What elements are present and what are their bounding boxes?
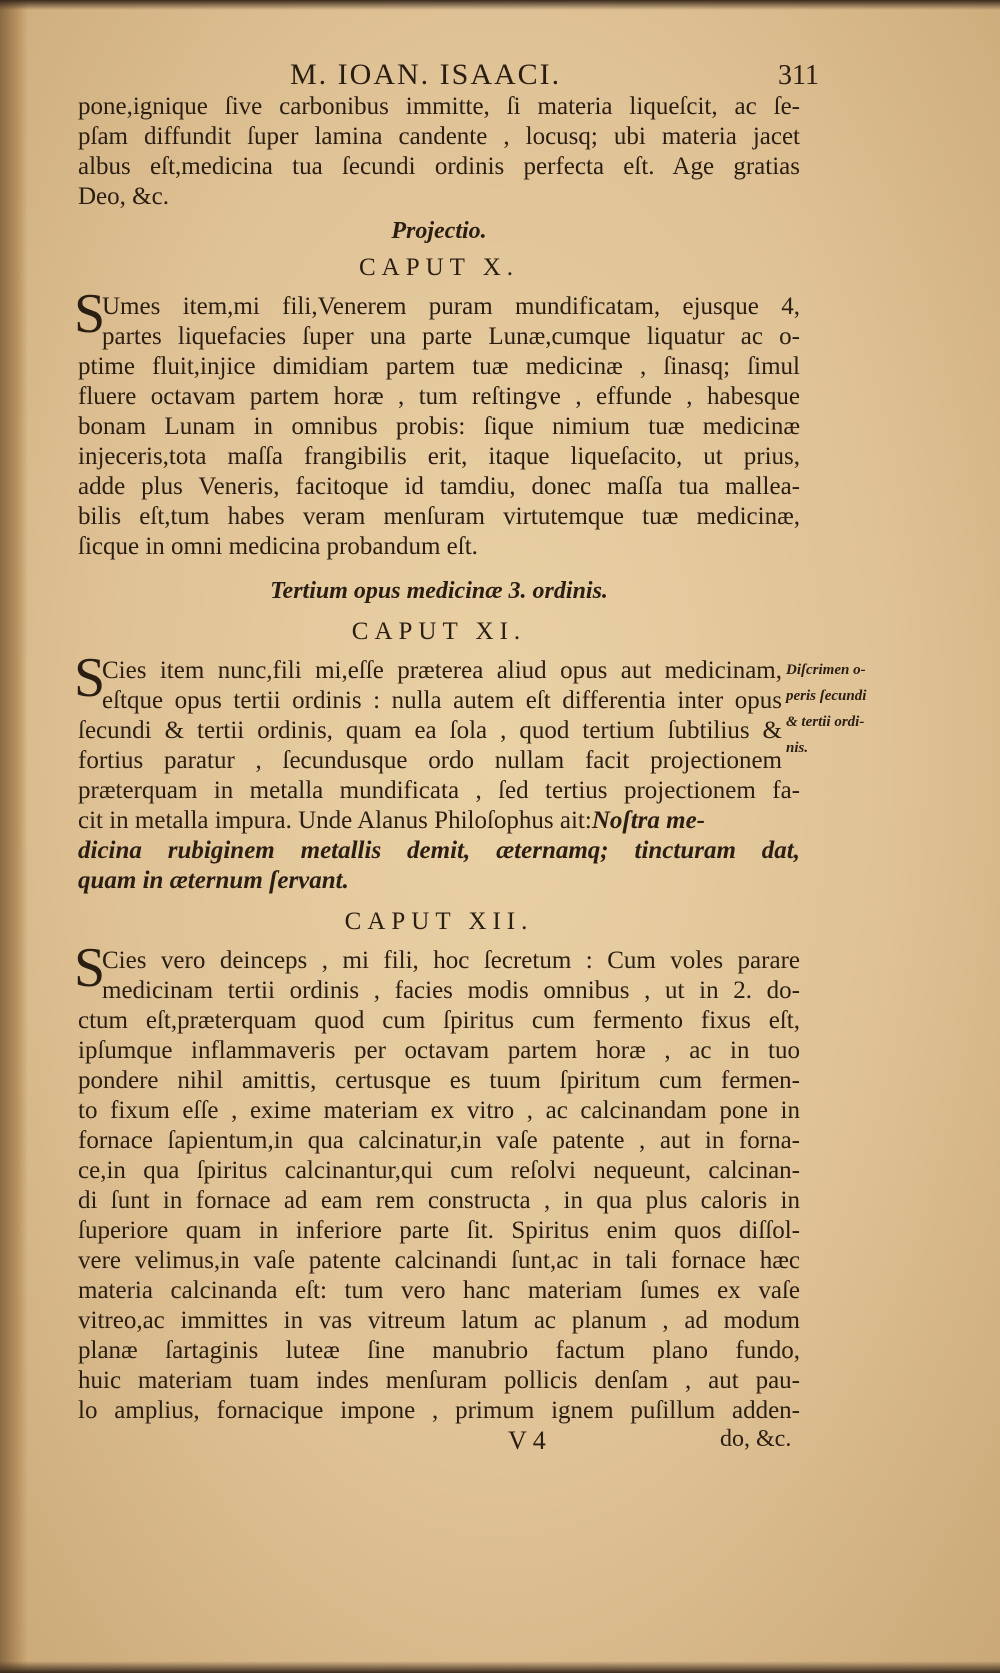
chapter-heading: CAPUT XII. [344, 908, 534, 935]
text-line: albus eſt,medicina tua ſecundi ordinis perfecta eſt. Age gratias [78, 153, 800, 180]
running-head: M. IOAN. ISAACI. [290, 58, 562, 91]
marginal-note-line: nis. [786, 740, 809, 756]
quote-line: quam in æternum ſervant. [78, 867, 349, 894]
text-line: fornace ſapientum,in qua calcinatur,in vaſe patente , aut in forna- [78, 1127, 800, 1154]
text-line: fortius paratur , ſecundusque ordo nullam facit projectionem [78, 747, 782, 774]
text-line: ptime fluit,injice dimidiam partem tuæ medicinæ , ſinasq; ſimul [78, 353, 800, 380]
text-line: præterquam in metalla mundificata , ſed tertius projectionem fa- [78, 777, 800, 804]
text-line: ſuperiore quam in inferiore parte ſit. Spiritus enim quos diſſol- [78, 1217, 800, 1244]
text-line: Cies item nunc,fili mi,eſſe præterea aliud opus aut medicinam, [102, 657, 782, 684]
page-bottom-edge [0, 1661, 1000, 1673]
text-line: adde plus Veneris, facitoque id tamdiu, donec maſſa tua mallea- [78, 473, 800, 500]
marginal-note-line: peris ſecundi [786, 688, 867, 704]
text-line: to fixum eſſe , exime materiam ex vitro , ac calcinandam pone in [78, 1097, 800, 1124]
text-line: ctum eſt,præterquam quod cum ſpiritus cum fermento fixus eſt, [78, 1007, 800, 1034]
text-line: pone,ignique ſive carbonibus immitte, ſi materia liqueſcit, ac ſe- [78, 93, 800, 120]
text-line: vere velimus,in vaſe patente calcinandi ſunt,ac in tali fornace hæc [78, 1247, 800, 1274]
quote-line: dicina rubiginem metallis demit, æternamq; tincturam dat, [78, 837, 800, 864]
text-line: pondere nihil amittis, certusque es tuum ſpiritum cum fermen- [78, 1067, 800, 1094]
text-line: medicinam tertii ordinis , facies modis omnibus , ut in 2. do- [102, 977, 800, 1004]
text-line: ſicque in omni medicina probandum eſt. [78, 533, 478, 560]
text-line: partes liquefacies ſuper una parte Lunæ,cumque liquatur ac o- [102, 323, 800, 350]
text-line: Umes item,mi fili,Venerem puram mundificatam, ejusque 4, [102, 293, 800, 320]
text-line: lo amplius, fornacique impone , primum ignem puſillum adden- [78, 1397, 800, 1424]
text-line: bilis eſt,tum habes veram menſuram virtutemque tuæ medicinæ, [78, 503, 800, 530]
catchword: do, &c. [720, 1426, 792, 1452]
marginal-note-line: & tertii ordi- [786, 714, 865, 730]
text-line: bonam Lunam in omnibus probis: ſique nimium tuæ medicinæ [78, 413, 800, 440]
signature-mark: V 4 [508, 1426, 546, 1455]
text-line: di ſunt in fornace ad eam rem constructa , in qua plus caloris in [78, 1187, 800, 1214]
chapter-heading: CAPUT X. [358, 254, 520, 281]
drop-capital: S [74, 937, 106, 999]
page-top-edge [0, 0, 1000, 10]
section-title: Tertium opus medicinæ 3. ordinis. [270, 578, 608, 604]
drop-capital: S [74, 283, 106, 345]
text-line: ipſumque inflammaveris per octavam partem horæ , ac in tuo [78, 1037, 800, 1064]
text-line [78, 806, 800, 836]
text-line: pſam diffundit ſuper lamina candente , locusq; ubi materia jacet [78, 123, 800, 150]
text-line: ſecundi & tertii ordinis, quam ea ſola , quod tertium ſubtilius & [78, 717, 782, 744]
text-line: huic materiam tuam indes menſuram pollicis denſam , aut pau- [78, 1367, 800, 1394]
quote-text: Noſtra me- [591, 807, 705, 834]
text-line: Cies vero deinceps , mi fili, hoc ſecretum : Cum voles parare [102, 947, 800, 974]
text-line: injeceris,tota maſſa frangibilis erit, itaque liqueſacito, ut prius, [78, 443, 800, 470]
page-number: 311 [778, 60, 819, 91]
text-line: Deo, &c. [78, 183, 169, 210]
text-line: planæ ſartaginis luteæ ſine manubrio factum plano fundo, [78, 1337, 800, 1364]
page-gutter-shadow [0, 0, 28, 1673]
text-line: fluere octavam partem horæ , tum reſtingve , effunde , habesque [78, 383, 800, 410]
section-title: Projectio. [391, 218, 487, 244]
text-line: eſtque opus tertii ordinis : nulla autem eſt differentia inter opus [102, 687, 782, 714]
marginal-note-line: Diſcrimen o- [786, 662, 866, 678]
text-span: cit in metalla impura. Unde Alanus Philoſophus ait: [78, 807, 592, 834]
text-line: ce,in qua ſpiritus calcinantur,qui cum reſolvi nequeunt, calcinan- [78, 1157, 800, 1184]
chapter-heading: CAPUT XI. [351, 618, 527, 645]
text-line: vitreo,ac immittes in vas vitreum latum ac planum , ad modum [78, 1307, 800, 1334]
drop-capital: S [74, 647, 106, 709]
text-line: materia calcinanda eſt: tum vero hanc materiam ſumes ex vaſe [78, 1277, 800, 1304]
